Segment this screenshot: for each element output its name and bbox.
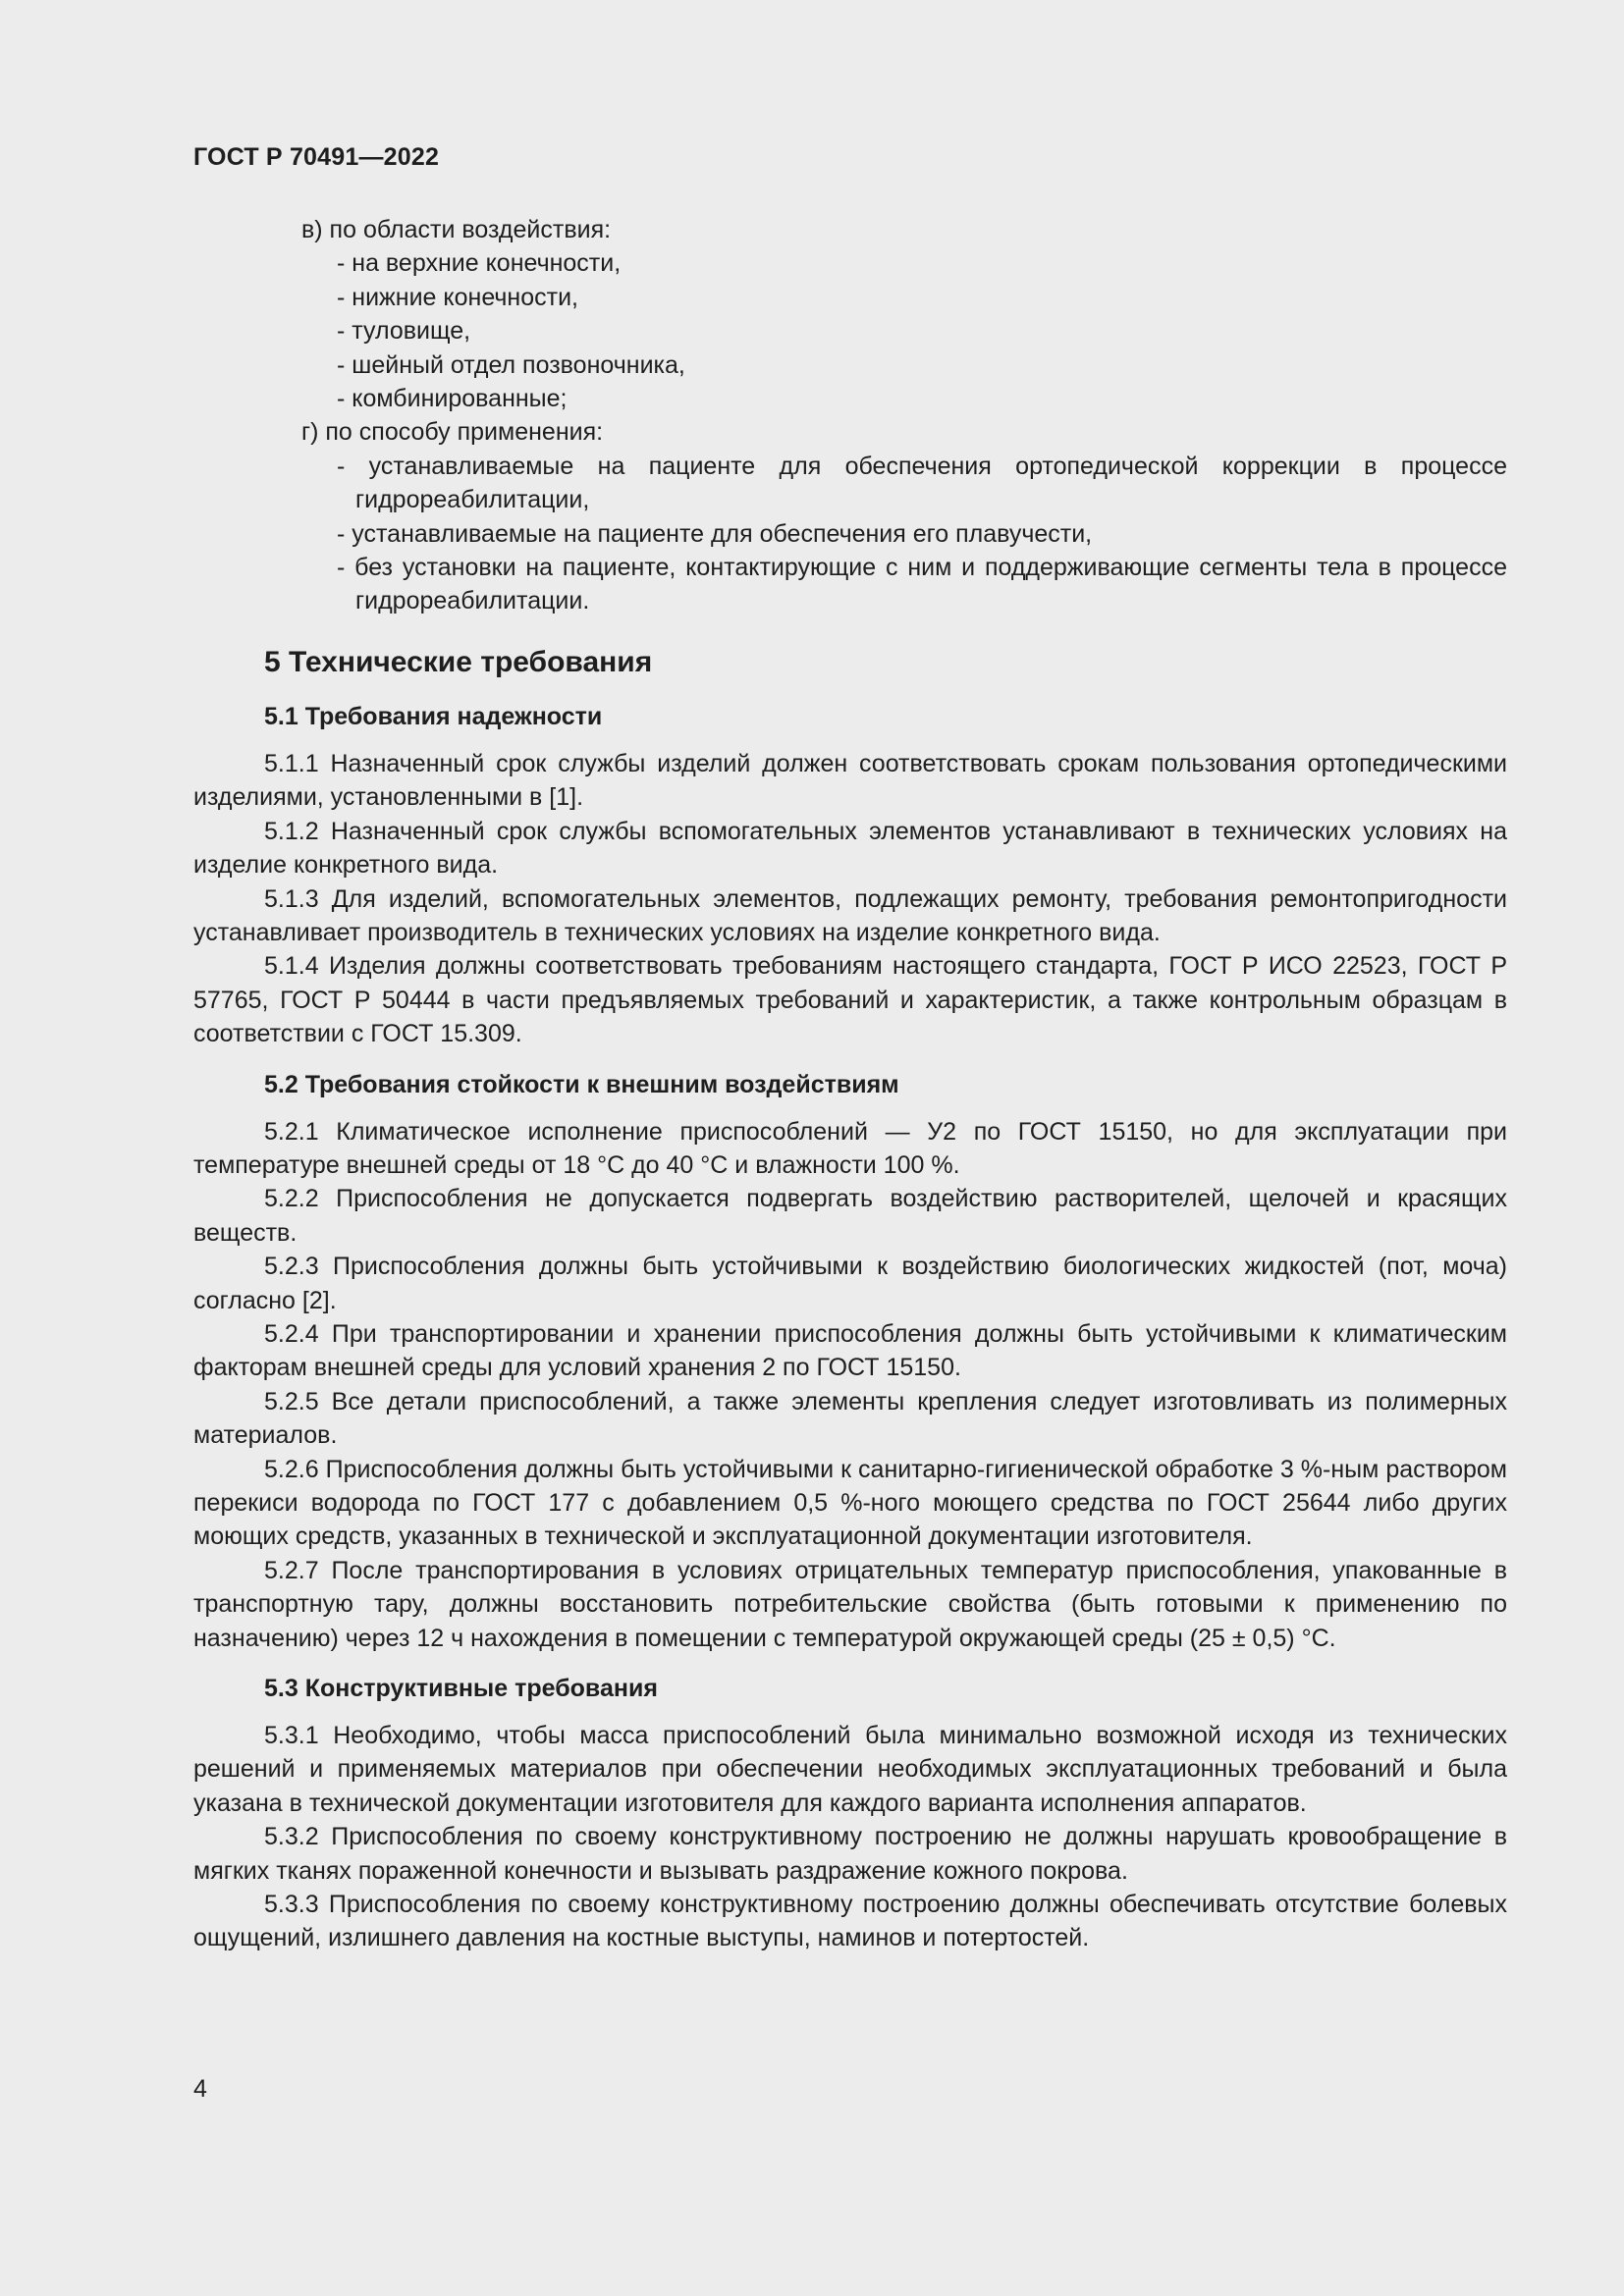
clause-5-3-3: 5.3.3 Приспособления по своему конструктивному построению должны обеспечивать отсутствие болевых ощущений, излишнего давления на костные выступы, наминов и потертостей. (193, 1891, 1507, 1952)
section-5-1-heading: 5.1 Требования надежности (264, 702, 603, 730)
clause-5-2-4: 5.2.4 При транспортировании и хранении приспособления должны быть устойчивыми к климатическим факторам внешней среды для условий хранения 2 по ГОСТ 15150. (193, 1319, 1507, 1382)
list-v-item-4: - шейный отдел позвоночника, (337, 350, 685, 379)
list-v-item-3: - туловище, (337, 317, 471, 346)
list-v-item-2: - нижние конечности, (337, 283, 578, 311)
page-number: 4 (193, 2075, 207, 2103)
clause-5-2-1: 5.2.1 Климатическое исполнение приспособлений — У2 по ГОСТ 15150, но для эксплуатации при температуре внешней среды от 18 °С до 40 °С и влажности 100 %. (193, 1117, 1507, 1179)
list-g-label: г) по способу применения: (301, 418, 604, 447)
list-v-item-1: - на верхние конечности, (337, 249, 622, 278)
clause-5-2-2: 5.2.2 Приспособления не допускается подвергать воздействию растворителей, щелочей и красящих веществ. (193, 1185, 1507, 1247)
document-header-id: ГОСТ Р 70491—2022 (193, 143, 440, 171)
clause-5-2-6: 5.2.6 Приспособления должны быть устойчивыми к санитарно-гигиенической обработке 3 %-ным раствором перекиси водорода по ГОСТ 177 с добавлением 0,5 %-ного моющего средства по ГОСТ 25644 либо других моющих средств, указанных в технической и эксплуатационной документации изготовителя. (193, 1455, 1507, 1551)
clause-5-2-7: 5.2.7 После транспортирования в условиях отрицательных температур приспособления, упакованные в транспортную тару, должны восстановить потребительские свойства (быть готовыми к применению по назначению) через 12 ч нахождения в помещении с температурой окружающей среды (25 ± 0,5) °С. (193, 1556, 1507, 1652)
section-5-2-heading: 5.2 Требования стойкости к внешним воздействиям (264, 1070, 899, 1098)
list-g-item-2: - устанавливаемые на пациенте для обеспечения его плавучести, (337, 519, 1093, 548)
clause-5-1-4: 5.1.4 Изделия должны соответствовать требованиям настоящего стандарта, ГОСТ Р ИСО 22523, ГОСТ Р 57765, ГОСТ Р 50444 в части предъявляемых требований и характеристик, а также контрольным образцам в соответствии с ГОСТ 15.309. (193, 952, 1507, 1048)
clause-5-1-1: 5.1.1 Назначенный срок службы изделий должен соответствовать срокам пользования ортопедическими изделиями, установленными в [1]. (193, 749, 1507, 812)
document-page (193, 143, 1507, 1955)
list-g-item-3: - без установки на пациенте, контактирующие с ним и поддерживающие сегменты тела в процессе гидрореабилитации. (337, 554, 1507, 615)
list-v-label: в) по области воздействия: (301, 216, 612, 243)
clause-5-2-3: 5.2.3 Приспособления должны быть устойчивыми к воздействию биологических жидкостей (пот, моча) согласно [2]. (193, 1253, 1507, 1314)
clause-5-3-2: 5.3.2 Приспособления по своему конструктивному построению не должны нарушать кровообращение в мягких тканях пораженной конечности и вызывать раздражение кожного покрова. (193, 1823, 1507, 1885)
clause-5-2-5: 5.2.5 Все детали приспособлений, а также элементы крепления следует изготовливать из полимерных материалов. (193, 1387, 1507, 1450)
list-g-item-1: - устанавливаемые на пациенте для обеспечения ортопедической коррекции в процессе гидрореабилитации, (337, 452, 1507, 514)
section-5-heading: 5 Технические требования (264, 645, 653, 678)
clause-5-1-2: 5.1.2 Назначенный срок службы вспомогательных элементов устанавливают в технических условиях на изделие конкретного вида. (193, 817, 1507, 880)
section-5-3-heading: 5.3 Конструктивные требования (264, 1675, 658, 1703)
list-v-item-5: - комбинированные; (337, 385, 568, 413)
clause-5-1-3: 5.1.3 Для изделий, вспомогательных элементов, подлежащих ремонту, требования ремонтопригодности устанавливает производитель в технических условиях на изделие конкретного вида. (193, 884, 1507, 946)
clause-5-3-1: 5.3.1 Необходимо, чтобы масса приспособлений была минимально возможной исходя из технических решений и применяемых материалов при обеспечении необходимых эксплуатационных требований и была указана в технической документации изготовителя для каждого варианта исполнения аппаратов. (193, 1722, 1507, 1817)
